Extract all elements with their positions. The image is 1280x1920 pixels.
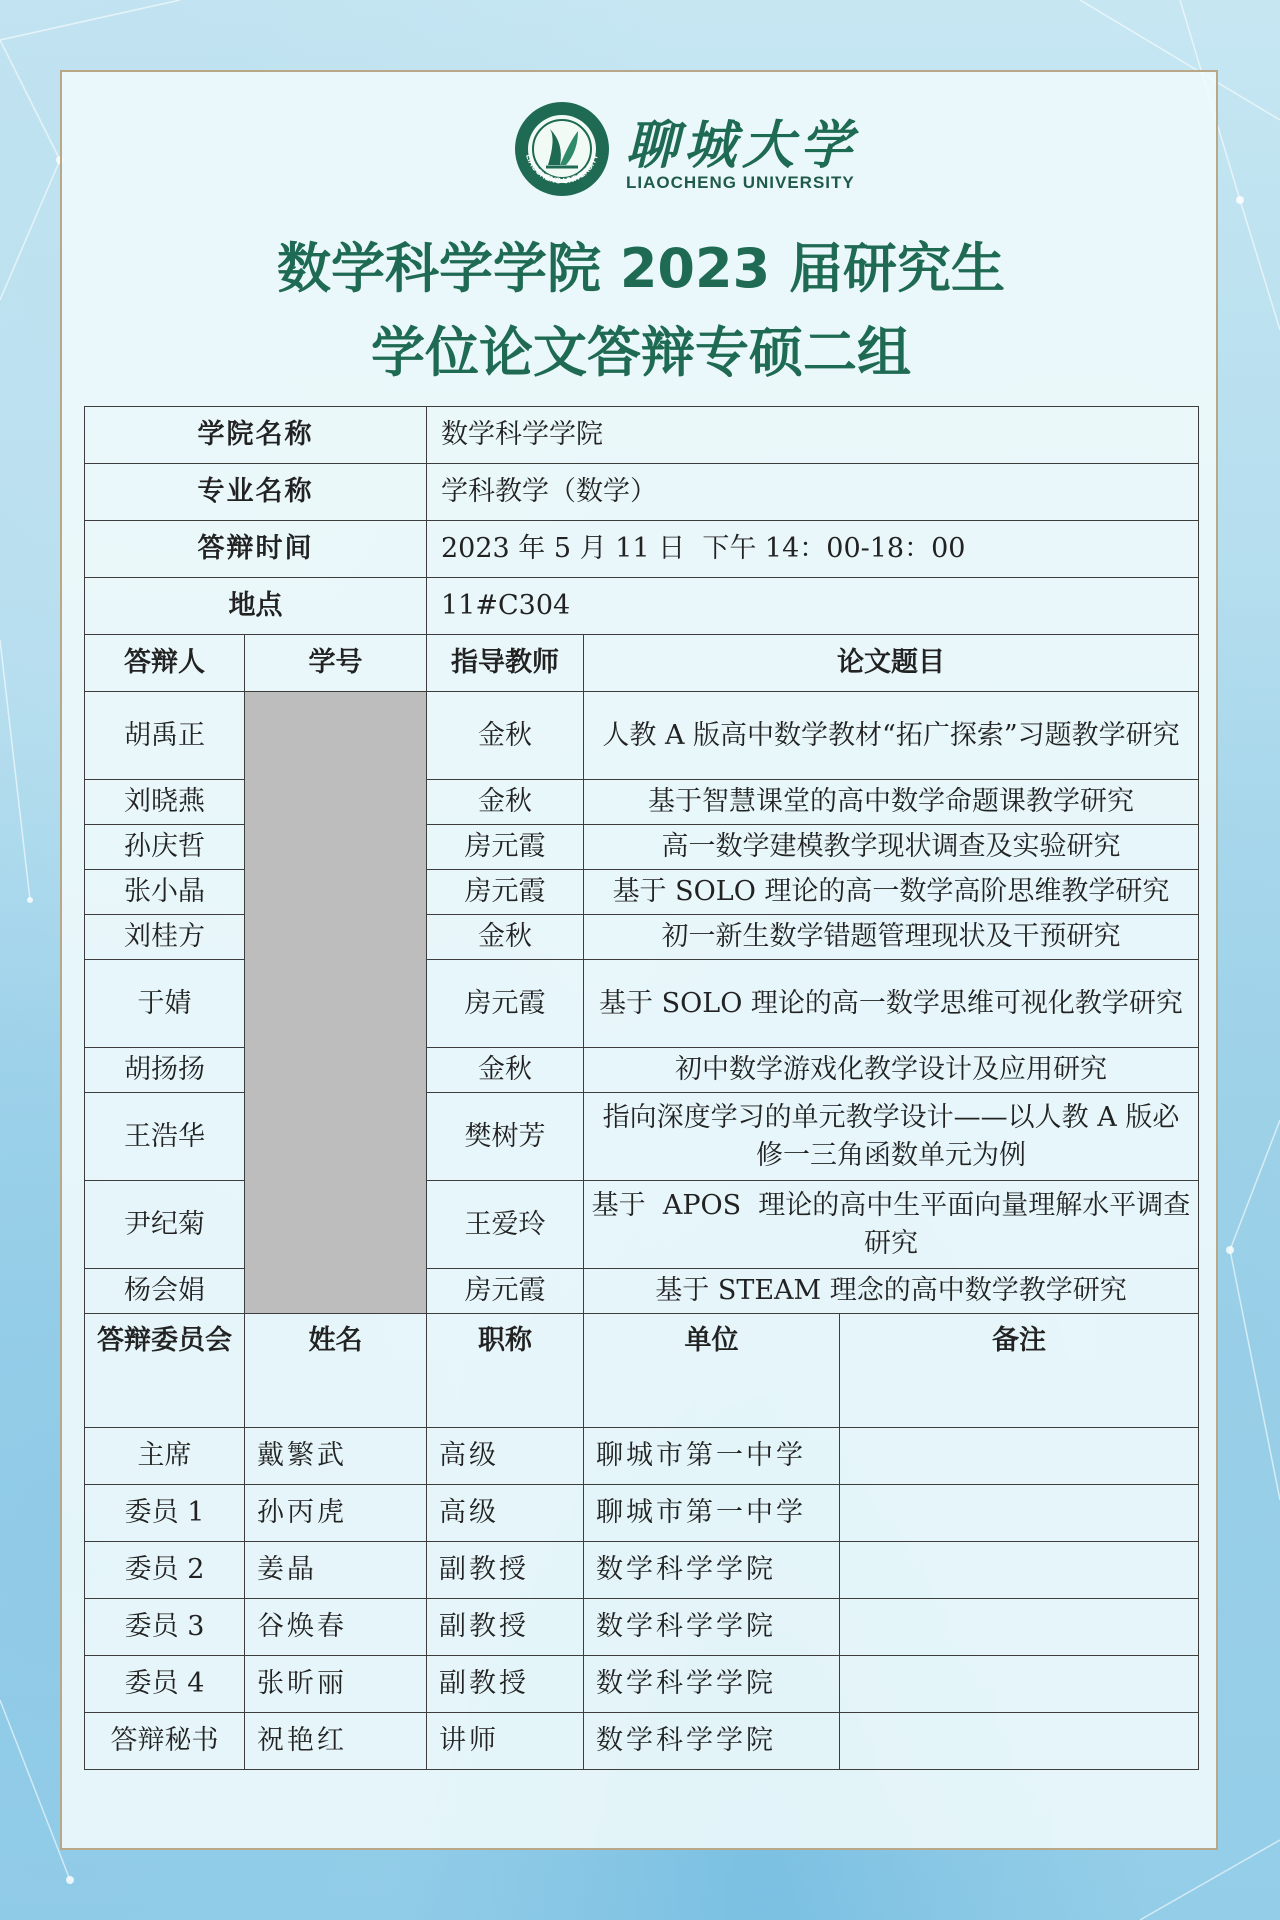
member-name: 张昕丽	[245, 1656, 427, 1713]
col-header-thesis-title: 论文题目	[584, 635, 1199, 692]
col-header-advisor: 指导教师	[427, 635, 584, 692]
member-name: 戴繁武	[245, 1428, 427, 1485]
brand-name-en: LIAOCHENG UNIVERSITY	[626, 173, 855, 192]
university-logo	[512, 99, 872, 199]
committee-row	[85, 1713, 1199, 1770]
member-unit: 数学科学学院	[584, 1656, 840, 1713]
info-row-location	[85, 578, 1199, 635]
student-advisor: 房元霞	[427, 1269, 584, 1314]
notice-card	[60, 70, 1218, 1850]
defense-schedule-table	[84, 406, 1199, 1770]
member-unit: 数学科学学院	[584, 1599, 840, 1656]
member-unit: 数学科学学院	[584, 1713, 840, 1770]
col-header-committee: 答辩委员会	[85, 1314, 245, 1428]
student-thesis-title: 初一新生数学错题管理现状及干预研究	[584, 915, 1199, 960]
university-seal-icon	[512, 99, 612, 199]
member-unit: 聊城市第一中学	[584, 1485, 840, 1542]
committee-row	[85, 1656, 1199, 1713]
student-thesis-title: 基于 SOLO 理论的高一数学思维可视化教学研究	[584, 960, 1199, 1048]
student-thesis-title: 人教 A 版高中数学教材“拓广探索”习题教学研究	[584, 692, 1199, 780]
student-advisor: 王爱玲	[427, 1181, 584, 1269]
member-unit: 聊城市第一中学	[584, 1428, 840, 1485]
member-role: 答辩秘书	[85, 1713, 245, 1770]
student-advisor: 金秋	[427, 692, 584, 780]
info-row-time	[85, 521, 1199, 578]
info-value: 数学科学学院	[427, 407, 1199, 464]
info-row-college	[85, 407, 1199, 464]
member-title: 副教授	[427, 1542, 584, 1599]
brand-name-cn: 聊城大学	[626, 115, 859, 176]
member-name: 孙丙虎	[245, 1485, 427, 1542]
member-role: 委员 1	[85, 1485, 245, 1542]
info-value: 学科教学（数学）	[427, 464, 1199, 521]
info-row-major	[85, 464, 1199, 521]
student-name: 胡扬扬	[85, 1048, 245, 1093]
student-name: 王浩华	[85, 1093, 245, 1181]
committee-row	[85, 1542, 1199, 1599]
student-thesis-title: 基于 STEAM 理念的高中数学教学研究	[584, 1269, 1199, 1314]
col-header-defender: 答辩人	[85, 635, 245, 692]
member-note	[840, 1428, 1199, 1485]
student-name: 尹纪菊	[85, 1181, 245, 1269]
student-advisor: 房元霞	[427, 825, 584, 870]
committee-row	[85, 1599, 1199, 1656]
col-header-member-name: 姓名	[245, 1314, 427, 1428]
student-advisor: 金秋	[427, 915, 584, 960]
student-name: 孙庆哲	[85, 825, 245, 870]
member-role: 主席	[85, 1428, 245, 1485]
student-name: 于婧	[85, 960, 245, 1048]
svg-text:LIAOCHENG UNIVERSITY: LIAOCHENG UNIVERSITY	[524, 152, 600, 186]
info-label: 答辩时间	[85, 521, 427, 578]
student-thesis-title: 指向深度学习的单元教学设计——以人教 A 版必修一三角函数单元为例	[584, 1093, 1199, 1181]
committee-row	[85, 1428, 1199, 1485]
student-thesis-title: 基于智慧课堂的高中数学命题课教学研究	[584, 780, 1199, 825]
student-advisor: 金秋	[427, 1048, 584, 1093]
student-advisor: 樊树芳	[427, 1093, 584, 1181]
member-note	[840, 1656, 1199, 1713]
student-header-row	[85, 635, 1199, 692]
col-header-member-note: 备注	[840, 1314, 1199, 1428]
student-name: 胡禹正	[85, 692, 245, 780]
member-title: 副教授	[427, 1656, 584, 1713]
member-unit: 数学科学学院	[584, 1542, 840, 1599]
student-advisor: 房元霞	[427, 870, 584, 915]
member-title: 高级	[427, 1428, 584, 1485]
col-header-member-title: 职称	[427, 1314, 584, 1428]
student-name: 刘晓燕	[85, 780, 245, 825]
student-name: 刘桂方	[85, 915, 245, 960]
committee-header-row	[85, 1314, 1199, 1428]
student-name: 杨会娟	[85, 1269, 245, 1314]
col-header-student-id: 学号	[245, 635, 427, 692]
student-name: 张小晶	[85, 870, 245, 915]
member-note	[840, 1713, 1199, 1770]
member-name: 谷焕春	[245, 1599, 427, 1656]
member-name: 祝艳红	[245, 1713, 427, 1770]
student-advisor: 金秋	[427, 780, 584, 825]
committee-row	[85, 1485, 1199, 1542]
member-note	[840, 1542, 1199, 1599]
member-role: 委员 4	[85, 1656, 245, 1713]
info-label: 地点	[85, 578, 427, 635]
student-row	[85, 692, 1199, 780]
student-thesis-title: 高一数学建模教学现状调查及实验研究	[584, 825, 1199, 870]
member-title: 讲师	[427, 1713, 584, 1770]
member-role: 委员 2	[85, 1542, 245, 1599]
info-value: 2023 年 5 月 11 日 下午 14：00-18：00	[427, 521, 1199, 578]
member-note	[840, 1485, 1199, 1542]
student-advisor: 房元霞	[427, 960, 584, 1048]
member-role: 委员 3	[85, 1599, 245, 1656]
student-id-redacted	[245, 692, 427, 1314]
member-title: 副教授	[427, 1599, 584, 1656]
member-title: 高级	[427, 1485, 584, 1542]
member-note	[840, 1599, 1199, 1656]
member-name: 姜晶	[245, 1542, 427, 1599]
page-title-line2: 学位论文答辩专硕二组	[371, 321, 911, 384]
info-label: 专业名称	[85, 464, 427, 521]
page-title-line1: 数学科学学院 2023 届研究生	[277, 237, 1005, 300]
col-header-member-unit: 单位	[584, 1314, 840, 1428]
student-thesis-title: 基于 SOLO 理论的高一数学高阶思维教学研究	[584, 870, 1199, 915]
student-thesis-title: 初中数学游戏化教学设计及应用研究	[584, 1048, 1199, 1093]
info-label: 学院名称	[85, 407, 427, 464]
student-thesis-title: 基于 APOS 理论的高中生平面向量理解水平调查研究	[584, 1181, 1199, 1269]
info-value: 11#C304	[427, 578, 1199, 635]
